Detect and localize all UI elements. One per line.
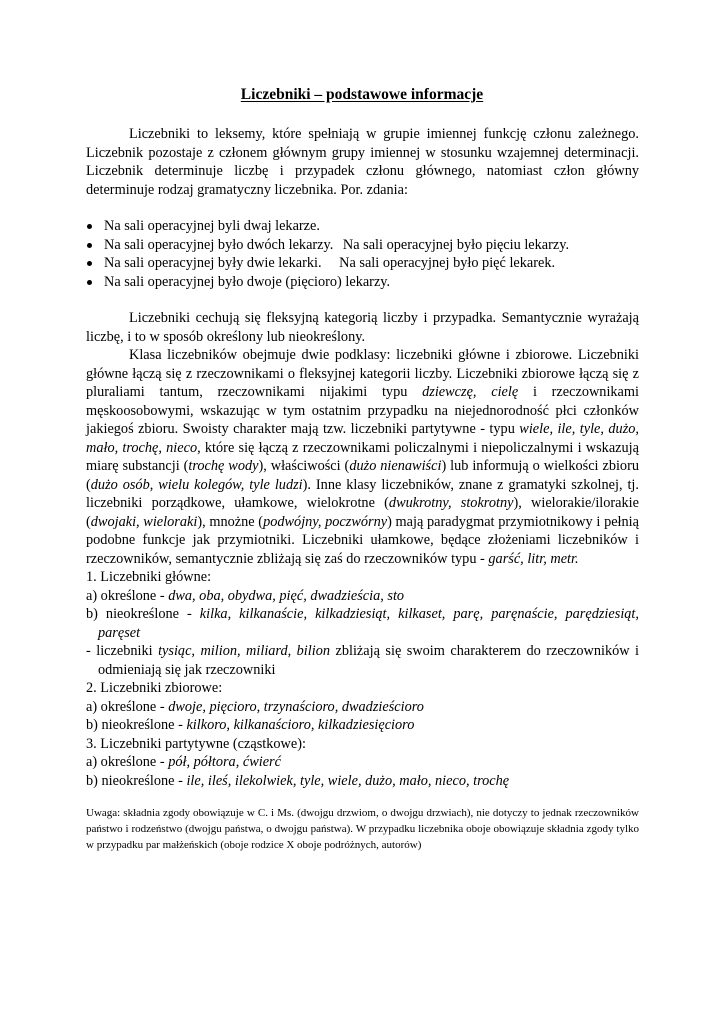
section-heading-partitive: 3. Liczebniki partytywne (cząstkowe): — [86, 735, 306, 752]
intro-paragraph: Liczebniki to leksemy, które spełniają w grupie imiennej funkcję członu zależnego. Liczebnik pozostaje z członem głównym grupy imiennej w stosunku wzajemnej determinacji. Liczebnik determinuje liczbę i przypadek członu głównego, natomiast człon główny determinuje rodzaj gramatyczny liczebnika. Por. zdania: — [86, 126, 639, 198]
section-item: b) nieokreślone - kilkoro, kilkanaścioro, kilkadziesięcioro — [86, 717, 415, 733]
list-item: Na sali operacyjnej byli dwaj lekarze. — [86, 217, 639, 236]
footnote — [86, 806, 639, 853]
section-item: b) nieokreślone - ile, ileś, ilekolwiek, tyle, wiele, dużo, mało, nieco, trochę — [86, 772, 510, 789]
classes-paragraph: Klasa liczebników obejmuje dwie podklasy: liczebniki główne i zbiorowe. Liczebniki główne łączą się z rzeczownikami o fleksyjnej kategorii liczby. Liczebniki zbiorowe łączą się z pluraliami tantum, rzeczownikami nijakimi typu dziewczę, cielę i rzeczownikami męskoosobowymi, wskazując w tym ostatnim przypadku na niejednorodność płci członków jakiegoś zbioru. Swoisty charakter mają tzw. liczebniki partytywne - typu wiele, ile, tyle, dużo, mało, trochę, nieco, które się łączą z rzeczownikami policzalnymi i niepoliczalnymi i wskazują miarę substancji (trochę wody), właściwości (dużo nienawiści) lub informują o wielkości zbioru (dużo osób, wielu kolegów, tyle ludzi). Inne klasy liczebników, znane z gramatyki szkolnej, tj. liczebniki porządkowe, ułamkowe, wielokrotne (dwukrotny, stokrotny), wielorakie/ilorakie (dwojaki, wieloraki), mnożne (podwójny, poczwórny) mają paradygmat przymiotnikowy i pełnią podobne funkcje jak przymiotniki. Liczebniki ułamkowe, będące złożeniami liczebników i rzeczowników, semantycznie zbliżają się zaś do rzeczowników typu - garść, litr, metr. — [86, 347, 639, 567]
list-item: Na sali operacyjnej było dwoje (pięcioro) lekarzy. — [86, 273, 639, 292]
section-item: a) określone - dwoje, pięcioro, trzynaścioro, dwadzieścioro — [86, 698, 424, 715]
section-item: - liczebniki tysiąc, milion, miliard, bilion zbliżają się swoim charakterem do rzeczowników i odmieniają się jak rzeczowniki — [86, 643, 640, 678]
section-heading-main: 1. Liczebniki główne: — [86, 569, 212, 585]
inflection-paragraph: Liczebniki cechują się fleksyjną kategorią liczby i przypadka. Semantycznie wyrażają liczbę, i to w sposób określony lub nieokreślony. — [86, 310, 639, 345]
section-item: a) określone - pół, półtora, ćwierć — [86, 754, 281, 770]
document-body — [86, 125, 639, 790]
list-item: Na sali operacyjnej były dwie lekarki. Na sali operacyjnej było pięć lekarek. — [86, 254, 639, 273]
section-item: a) określone - dwa, oba, obydwa, pięć, dwadzieścia, sto — [86, 587, 405, 604]
section-item: b) nieokreślone - kilka, kilkanaście, kilkadziesiąt, kilkaset, parę, paręnaście, parędziesiąt, paręset — [86, 606, 639, 641]
example-sentences-list — [86, 217, 639, 291]
footnote-text: Uwaga: składnia zgody obowiązuje w C. i Ms. (dwojgu drzwiom, o dwojgu drzwiach), nie dotyczy to jednak rzeczowników państwo i rodzeństwo (dwojgu państwa, o dwojgu państwa). W przypadku liczebnika oboje obowiązuje składnia zgody tylko w przypadku par małżeńskich (oboje rodzice X oboje podróżnych, autorów) — [86, 807, 639, 851]
page-title: Liczebniki – podstawowe informacje — [240, 86, 484, 103]
list-item: Na sali operacyjnej było dwóch lekarzy. Na sali operacyjnej było pięciu lekarzy. — [86, 236, 639, 255]
section-heading-collective: 2. Liczebniki zbiorowe: — [86, 680, 223, 696]
